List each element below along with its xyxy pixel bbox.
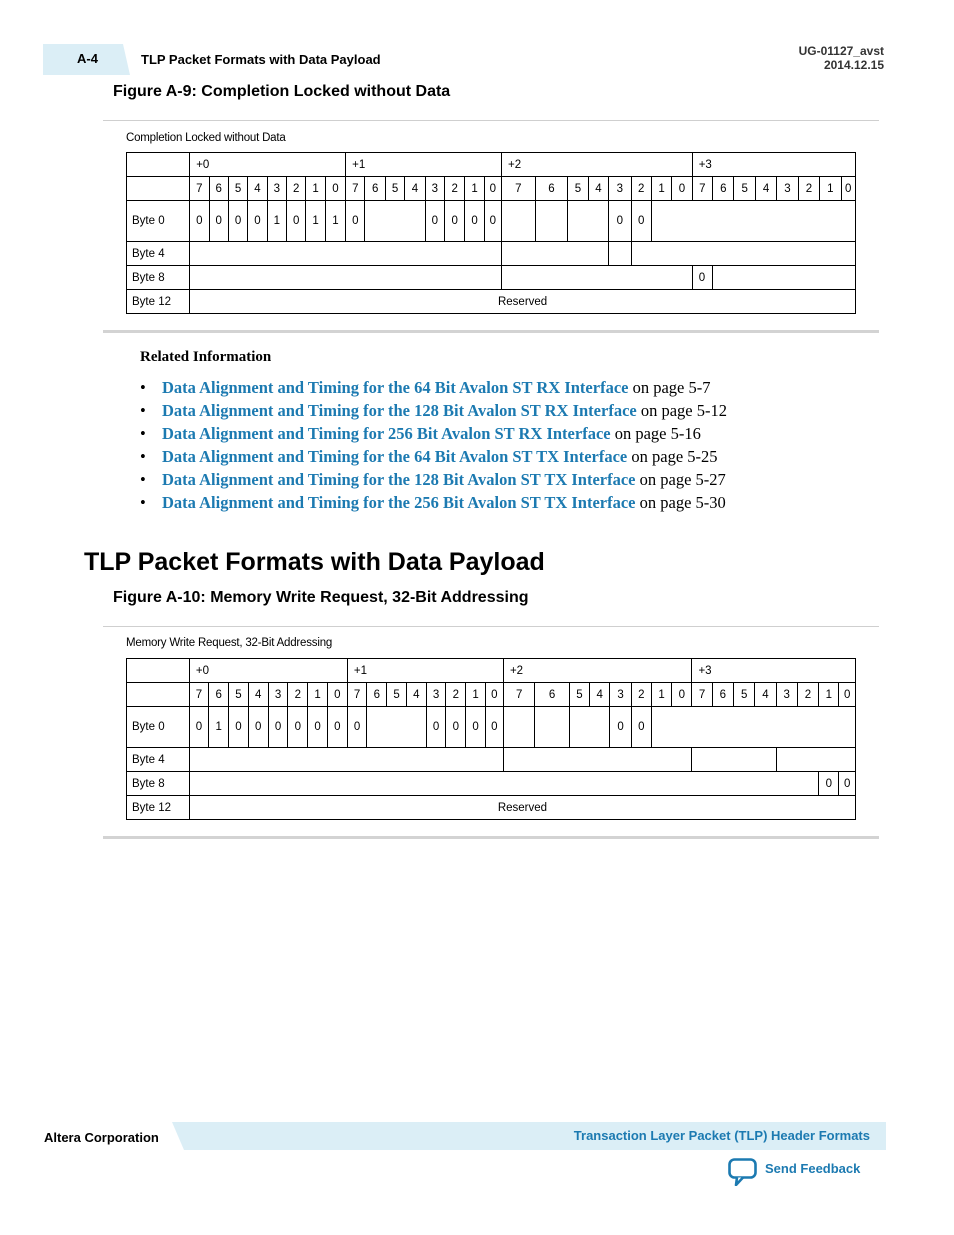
type-bit: 1: [325, 201, 345, 242]
related-link[interactable]: Data Alignment and Timing for the 64 Bit Avalon ST TX Interface: [162, 447, 628, 466]
offset-1: +1: [347, 659, 503, 683]
bit-number: 1: [819, 683, 839, 707]
byte1-low-bit: 0: [425, 201, 444, 242]
bit-number: 2: [798, 177, 819, 201]
fmt-bit: 0: [190, 201, 209, 242]
figure-inner-title: Memory Write Request, 32-Bit Addressing: [126, 637, 333, 649]
byte1-low-bit: 0: [466, 707, 485, 748]
bit-row-label: [127, 683, 190, 707]
length-field: [651, 201, 855, 242]
byte-count-field: [631, 242, 855, 266]
bit-number: 4: [248, 177, 267, 201]
bit-number: 6: [535, 683, 569, 707]
figure-bottom-rule: [103, 836, 879, 839]
fmt-bit: 0: [209, 201, 228, 242]
byte1-low-bit: 0: [426, 707, 445, 748]
bit-number: 4: [405, 177, 425, 201]
related-link[interactable]: Data Alignment and Timing for the 64 Bit Avalon ST RX Interface: [162, 378, 629, 397]
reserved-field: Reserved: [190, 290, 856, 314]
td-field: [503, 707, 534, 748]
page-ref: on page 5-7: [628, 378, 711, 397]
bit-number: 6: [367, 683, 387, 707]
bit-number: 2: [446, 683, 466, 707]
bit-number: 2: [797, 683, 818, 707]
bit-number: 2: [288, 683, 308, 707]
page-ref: on page 5-25: [627, 447, 718, 466]
bit-number: 0: [325, 177, 345, 201]
bit-number: 4: [755, 177, 776, 201]
figure-inner-title: Completion Locked without Data: [126, 132, 286, 144]
tc-field: [365, 201, 425, 242]
bcm-field: [609, 242, 631, 266]
list-item: [140, 376, 727, 399]
bit-number: 7: [692, 683, 712, 707]
corner-cell: [127, 153, 190, 177]
chapter-link[interactable]: Transaction Layer Packet (TLP) Header Formats: [573, 1128, 870, 1143]
bit-number: 2: [444, 177, 464, 201]
page-ref: on page 5-12: [636, 401, 727, 420]
bit-number: 0: [672, 177, 692, 201]
company-name: Altera Corporation: [44, 1130, 159, 1145]
list-item: [140, 399, 727, 422]
bit-number: 4: [406, 683, 426, 707]
bit-number: 4: [248, 683, 268, 707]
bit-number: 1: [465, 177, 484, 201]
row-label-byte-12: Byte 12: [127, 796, 190, 820]
related-link[interactable]: Data Alignment and Timing for the 128 Bit Avalon ST RX Interface: [162, 401, 637, 420]
page-ref: on page 5-27: [635, 470, 726, 489]
row-label-byte-4: Byte 4: [127, 748, 190, 772]
bullet: •: [140, 424, 146, 443]
row-label-byte-8: Byte 8: [127, 266, 190, 290]
bit-number: 7: [347, 683, 366, 707]
send-feedback-link[interactable]: Send Feedback: [765, 1161, 861, 1176]
bit-number: 0: [672, 683, 692, 707]
type-bit: 0: [327, 707, 347, 748]
bit-number: 2: [631, 683, 651, 707]
figure-bottom-rule: [103, 330, 879, 333]
row-label-byte-0: Byte 0: [127, 707, 190, 748]
bit-number: 0: [327, 683, 347, 707]
related-info-heading: Related Information: [140, 349, 272, 365]
type-bit: 0: [268, 707, 287, 748]
byte2-low-bit: 0: [631, 707, 651, 748]
bullet: •: [140, 470, 146, 489]
bit-number: 1: [306, 177, 325, 201]
length-field: [651, 707, 855, 748]
row-label-byte-4: Byte 4: [127, 242, 190, 266]
bit-number: 1: [651, 177, 671, 201]
first-be-field: [776, 748, 855, 772]
type-bit: 0: [308, 707, 327, 748]
bit-number: 7: [502, 177, 536, 201]
ep-field: [535, 707, 569, 748]
fmt-bit: 0: [228, 201, 247, 242]
completer-id-field: [190, 242, 502, 266]
offset-2: +2: [502, 153, 693, 177]
bit-number: 1: [466, 683, 485, 707]
completion-locked-header-table: [126, 152, 856, 314]
byte1-low-bit: 0: [444, 201, 464, 242]
offset-0: +0: [190, 153, 346, 177]
type-bit: 0: [288, 707, 308, 748]
bit-number: 4: [590, 683, 610, 707]
type-bit: 1: [267, 201, 286, 242]
address-low-bit: 0: [819, 772, 839, 796]
bit-number: 4: [755, 683, 776, 707]
bit-number: 4: [588, 177, 608, 201]
bullet: •: [140, 378, 146, 397]
row-label-byte-0: Byte 0: [127, 201, 190, 242]
bit-number: 6: [713, 177, 734, 201]
related-info-list: [140, 376, 727, 514]
offset-0: +0: [189, 659, 347, 683]
doc-id: UG-01127_avst: [798, 44, 884, 58]
address-low-bit: 0: [839, 772, 856, 796]
bit-number: 3: [776, 683, 797, 707]
related-link[interactable]: Data Alignment and Timing for the 256 Bit Avalon ST TX Interface: [162, 493, 636, 512]
byte2-low-bit: 0: [610, 707, 631, 748]
offset-2: +2: [503, 659, 692, 683]
figure-caption: Figure A-9: Completion Locked without Data: [113, 83, 451, 100]
byte1-bit7: 0: [346, 201, 365, 242]
row-label-byte-12: Byte 12: [127, 290, 190, 314]
last-be-field: [692, 748, 776, 772]
ep-field: [535, 201, 568, 242]
bit-number: 3: [268, 683, 287, 707]
type-bit: 0: [248, 707, 268, 748]
reserved-bit: 0: [692, 266, 712, 290]
offset-1: +1: [346, 153, 502, 177]
page-ref: on page 5-16: [610, 424, 701, 443]
bit-number: 3: [609, 177, 631, 201]
related-link[interactable]: Data Alignment and Timing for 256 Bit Avalon ST RX Interface: [162, 424, 611, 443]
address-field: [189, 772, 818, 796]
page-number: A-4: [77, 51, 98, 66]
bit-number: 6: [365, 177, 385, 201]
bit-number: 7: [189, 683, 208, 707]
bit-number: 2: [631, 177, 651, 201]
section-title: TLP Packet Formats with Data Payload: [84, 548, 545, 576]
bit-number: 6: [535, 177, 568, 201]
offset-3: +3: [692, 153, 855, 177]
fmt-bit: 0: [229, 707, 248, 748]
bit-number: 7: [503, 683, 534, 707]
related-link[interactable]: Data Alignment and Timing for the 128 Bit Avalon ST TX Interface: [162, 470, 636, 489]
lower-address-field: [713, 266, 856, 290]
reserved-field: Reserved: [189, 796, 855, 820]
bit-number: 0: [485, 683, 503, 707]
feedback-icon[interactable]: [728, 1158, 758, 1191]
tag-field: [502, 266, 693, 290]
row-label-byte-8: Byte 8: [127, 772, 190, 796]
page-ref: on page 5-30: [635, 493, 726, 512]
tag-field: [503, 748, 692, 772]
requester-id-field: [190, 266, 502, 290]
bit-number: 6: [209, 177, 228, 201]
bit-number: 3: [610, 683, 631, 707]
bit-number: 5: [568, 177, 588, 201]
bit-number: 3: [777, 177, 798, 201]
fmt-bit: 1: [209, 707, 229, 748]
tc-field: [367, 707, 427, 748]
bit-number: 3: [267, 177, 286, 201]
bit-number: 6: [712, 683, 733, 707]
bit-number: 5: [569, 683, 589, 707]
bit-number: 6: [209, 683, 229, 707]
bit-number: 5: [385, 177, 404, 201]
byte2-low-bit: 0: [609, 201, 631, 242]
byte1-low-bit: 0: [465, 201, 484, 242]
bullet: •: [140, 447, 146, 466]
bit-number: 0: [841, 177, 855, 201]
figure-top-rule: [103, 120, 879, 121]
bit-row-label: [127, 177, 190, 201]
running-title: TLP Packet Formats with Data Payload: [141, 52, 381, 67]
corner-cell: [127, 659, 190, 683]
bit-number: 5: [734, 683, 755, 707]
figure-top-rule: [103, 626, 879, 627]
bit-number: 1: [651, 683, 671, 707]
bit-number: 5: [734, 177, 755, 201]
bit-number: 5: [228, 177, 247, 201]
list-item: [140, 491, 727, 514]
byte1-low-bit: 0: [484, 201, 501, 242]
type-bit: 1: [306, 201, 325, 242]
bit-number: 0: [484, 177, 501, 201]
type-bit: 0: [248, 201, 267, 242]
attr-field: [569, 707, 610, 748]
fmt-bit: 0: [189, 707, 208, 748]
attr-field: [568, 201, 609, 242]
bit-number: 5: [387, 683, 406, 707]
byte1-low-bit: 0: [446, 707, 466, 748]
bit-number: 3: [425, 177, 444, 201]
bit-number: 7: [190, 177, 209, 201]
bit-number: 3: [426, 683, 445, 707]
status-field: [502, 242, 609, 266]
type-bit: 0: [287, 201, 306, 242]
byte2-low-bit: 0: [631, 201, 651, 242]
offset-3: +3: [692, 659, 856, 683]
bit-number: 5: [229, 683, 248, 707]
bit-number: 7: [692, 177, 712, 201]
bullet: •: [140, 493, 146, 512]
byte1-bit7: 0: [347, 707, 366, 748]
bit-number: 1: [820, 177, 841, 201]
list-item: [140, 422, 727, 445]
list-item: [140, 445, 727, 468]
bit-number: 2: [287, 177, 306, 201]
doc-date: 2014.12.15: [823, 58, 884, 72]
list-item: [140, 468, 727, 491]
bit-number: 0: [839, 683, 856, 707]
byte1-low-bit: 0: [485, 707, 503, 748]
bit-number: 7: [346, 177, 365, 201]
bit-number: 1: [308, 683, 327, 707]
requester-id-field: [189, 748, 503, 772]
bullet: •: [140, 401, 146, 420]
doc-id-block: [799, 44, 884, 72]
memory-write-header-table: [126, 658, 856, 820]
td-field: [502, 201, 536, 242]
figure-caption: Figure A-10: Memory Write Request, 32-Bit Addressing: [113, 589, 529, 606]
